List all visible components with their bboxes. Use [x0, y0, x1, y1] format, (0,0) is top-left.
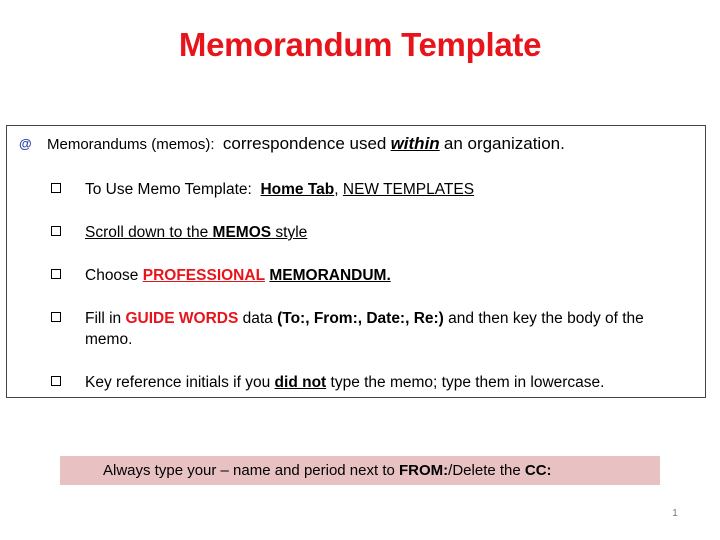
intro-line	[19, 134, 565, 154]
item-memorandum: MEMORANDUM.	[269, 267, 391, 284]
item-text: type the memo; type them in lowercase.	[330, 374, 605, 391]
item-text: style	[275, 224, 308, 241]
page-title: Memorandum Template	[178, 26, 542, 63]
item-text: and then key the body of the memo.	[85, 310, 644, 348]
reminder-banner	[60, 456, 660, 485]
checkbox-icon	[51, 376, 61, 386]
intro-rest-b: an organization.	[443, 134, 565, 153]
item-text: Key reference initials if you	[85, 374, 271, 391]
item-text: Choose	[85, 267, 139, 284]
content-box	[6, 125, 706, 398]
page-number: 1	[672, 508, 678, 519]
list-item	[51, 372, 691, 393]
list-item	[51, 179, 691, 200]
checkbox-icon	[51, 183, 61, 193]
banner-text: /Delete the	[448, 462, 521, 479]
list-item	[51, 308, 691, 350]
checkbox-icon	[51, 269, 61, 279]
checkbox-icon	[51, 312, 61, 322]
item-guide-word-list: (To:, From:, Date:, Re:)	[277, 310, 444, 327]
intro-rest-a: correspondence used	[222, 134, 387, 153]
item-home-tab: Home Tab	[260, 181, 335, 198]
intro-within: within	[390, 134, 440, 153]
intro-lead: Memorandums (memos):	[47, 136, 215, 153]
item-text: Scroll down to the	[85, 224, 209, 241]
banner-text: Always type your – name and period next to	[103, 462, 395, 479]
item-new-templates: NEW TEMPLATES	[342, 181, 475, 198]
checkbox-icon	[51, 226, 61, 236]
swirl-bullet-icon: @	[19, 136, 32, 151]
list-item	[51, 222, 691, 243]
item-text: Fill in	[85, 310, 122, 327]
item-comma: ,	[334, 181, 339, 198]
item-professional: PROFESSIONAL	[142, 267, 266, 284]
item-memos: MEMOS	[212, 224, 272, 241]
item-text: data	[242, 310, 273, 327]
item-guide-words: GUIDE WORDS	[125, 310, 239, 327]
item-did-not: did not	[274, 374, 327, 391]
banner-cc: CC:	[524, 462, 552, 479]
banner-from: FROM:	[399, 462, 449, 479]
list-item	[51, 265, 691, 286]
item-text: To Use Memo Template:	[85, 181, 252, 198]
